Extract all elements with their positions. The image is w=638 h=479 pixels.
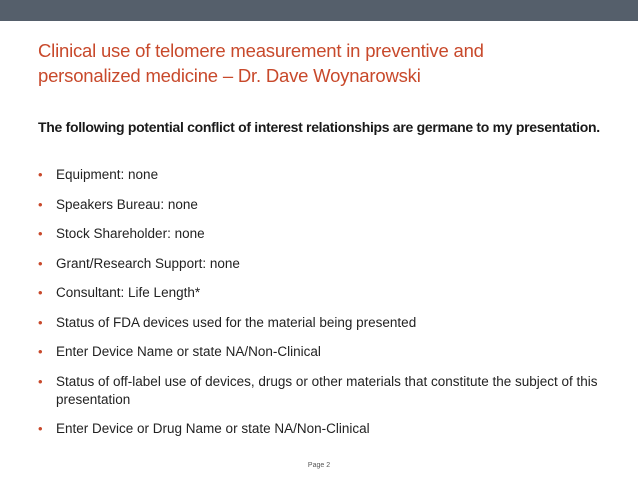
slide-title-line-1: Clinical use of telomere measurement in preventive and xyxy=(38,40,484,61)
list-item xyxy=(38,225,618,243)
bullet-icon: • xyxy=(38,373,43,389)
list-item-text: Status of off-label use of devices, drugs or other materials that constitute the subject of this presentation xyxy=(56,373,598,407)
slide-title xyxy=(38,38,618,88)
list-item-text: Enter Device Name or state NA/Non-Clinical xyxy=(56,344,321,359)
bullet-icon: • xyxy=(38,314,43,330)
list-item-text: Stock Shareholder: none xyxy=(56,226,205,241)
list-item xyxy=(38,255,618,273)
bullet-icon: • xyxy=(38,344,43,359)
bullet-icon: • xyxy=(38,285,43,300)
list-item-text: Status of FDA devices used for the material being presented xyxy=(56,314,417,330)
list-item-text: Consultant: Life Length* xyxy=(56,285,201,300)
disclosure-list xyxy=(38,166,618,450)
bullet-icon: • xyxy=(38,255,43,271)
slide-title-line-2: personalized medicine – Dr. Dave Woynarowski xyxy=(38,65,421,86)
list-item-text: Enter Device or Drug Name or state NA/Non-Clinical xyxy=(56,421,370,436)
bullet-icon: • xyxy=(38,196,43,212)
list-item xyxy=(38,284,618,302)
list-item xyxy=(38,314,618,332)
bullet-icon: • xyxy=(38,226,43,241)
intro-statement: The following potential conflict of interest relationships are germane to my presentation. xyxy=(38,119,600,135)
list-item xyxy=(38,343,618,361)
list-item-text: Equipment: none xyxy=(56,167,159,182)
list-item xyxy=(38,420,618,438)
list-item xyxy=(38,373,618,409)
bullet-icon: • xyxy=(38,421,43,436)
list-item xyxy=(38,166,618,184)
list-item xyxy=(38,196,618,214)
list-item-text: Grant/Research Support: none xyxy=(56,255,240,271)
bullet-icon: • xyxy=(38,167,43,182)
header-bar xyxy=(0,0,638,21)
list-item-text: Speakers Bureau: none xyxy=(56,196,198,212)
page-number: Page 2 xyxy=(307,462,331,469)
